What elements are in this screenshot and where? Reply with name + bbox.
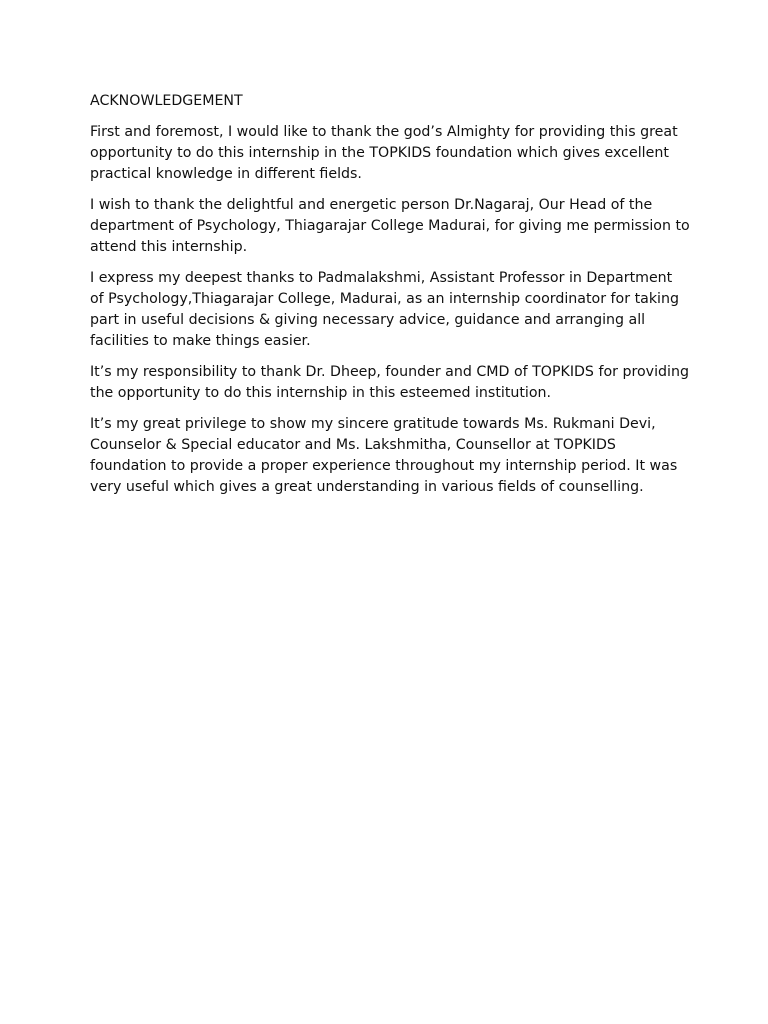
paragraph-padmalakshmi: I express my deepest thanks to Padmalakshmi, Assistant Professor in Department of Psychology,Thiagarajar College, Madurai, as an internship coordinator for taking part in useful decisions & giving necessary advice, guidance and arranging all facilities to make things easier. xyxy=(90,270,679,349)
paragraph-dr-nagaraj: I wish to thank the delightful and energetic person Dr.Nagaraj, Our Head of the department of Psychology, Thiagarajar College Madurai, for giving me permission to attend this internship. xyxy=(90,197,690,255)
document-heading: ACKNOWLEDGEMENT xyxy=(90,93,243,109)
paragraph-rukmani-lakshmitha: It’s my great privilege to show my sincere gratitude towards Ms. Rukmani Devi, Counselor & Special educator and Ms. Lakshmitha, Counsellor at TOPKIDS foundation to provide a proper experience throughout my internship period. It was very useful which gives a great understanding in various fields of counselling. xyxy=(90,416,678,495)
paragraph-gods-almighty: First and foremost, I would like to thank the god’s Almighty for providing this great opportunity to do this internship in the TOPKIDS foundation which gives excellent practical knowledge in different fields. xyxy=(90,124,678,182)
document-page xyxy=(90,91,690,508)
paragraph-dr-dheep: It’s my responsibility to thank Dr. Dheep, founder and CMD of TOPKIDS for providing the opportunity to do this internship in this esteemed institution. xyxy=(90,364,689,401)
